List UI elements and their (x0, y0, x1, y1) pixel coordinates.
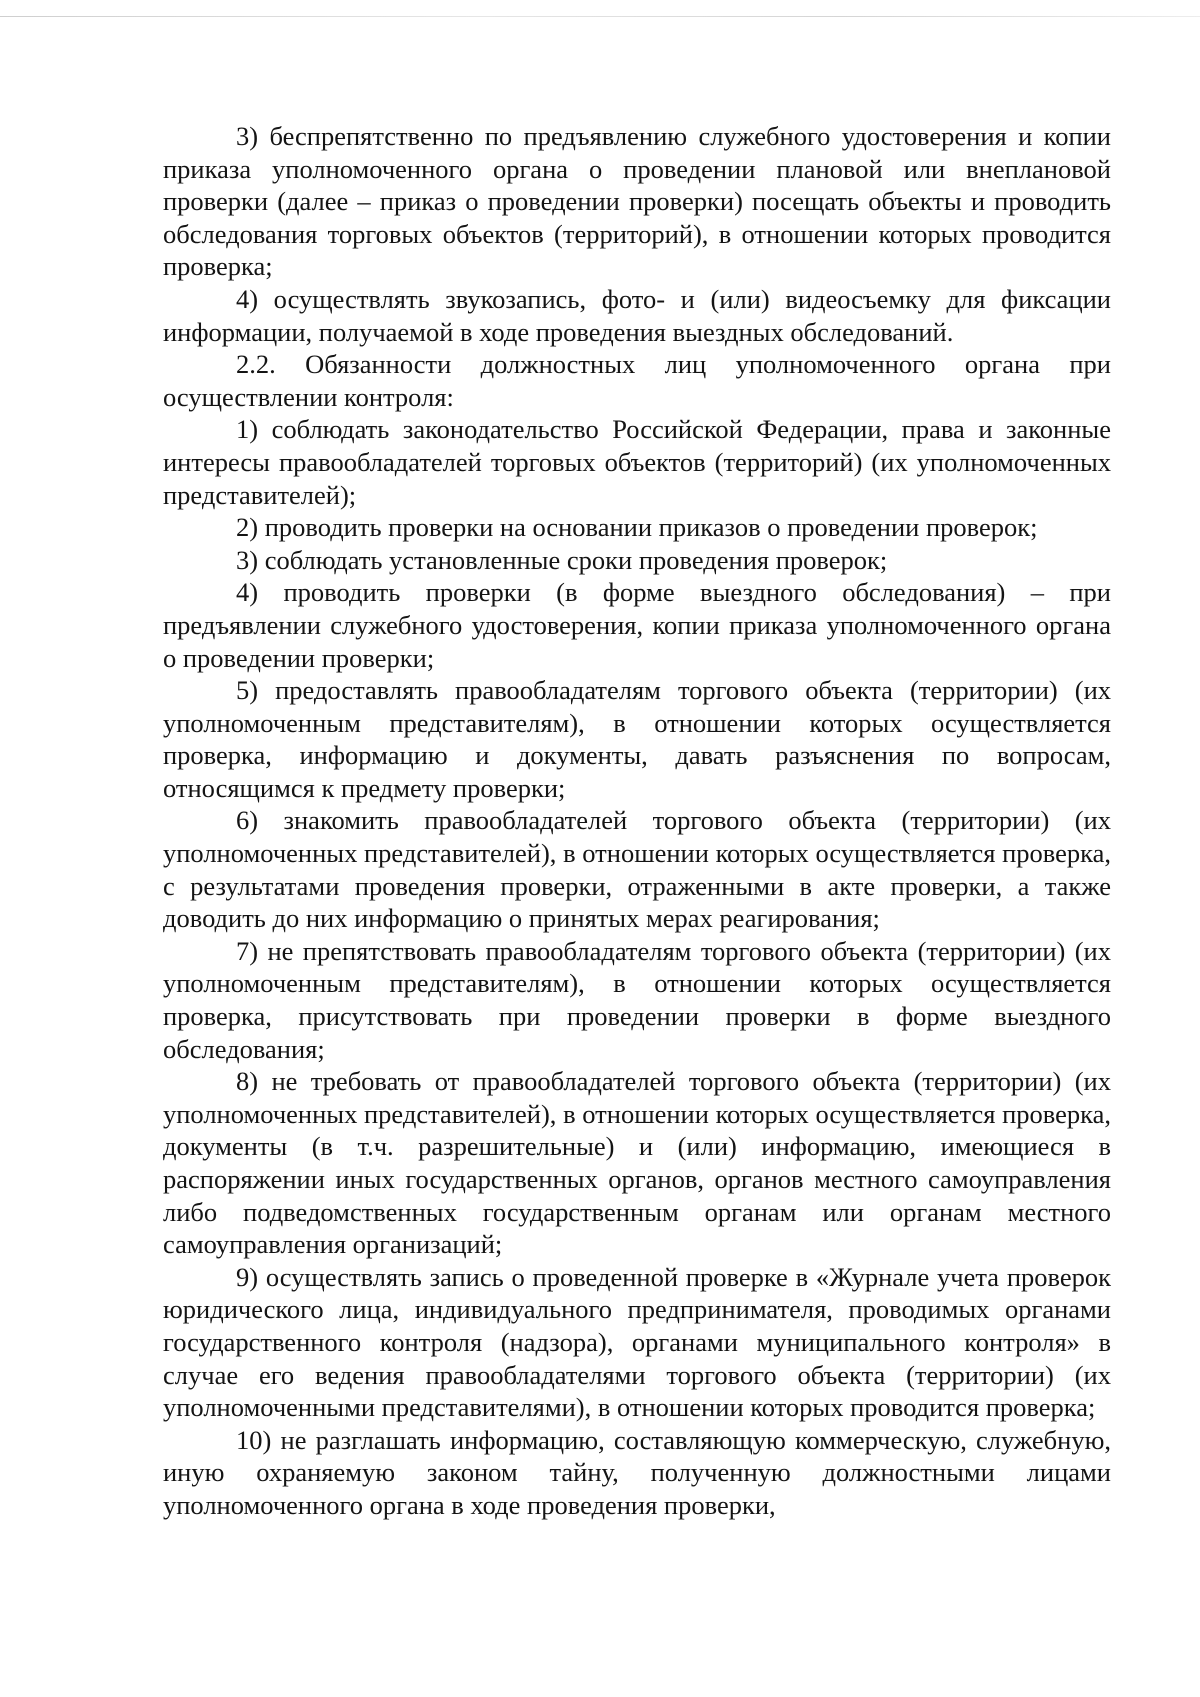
paragraph-duty-7: 7) не препятствовать правообладателям торгового объекта (территории) (их уполномоченным представителям), в отношении которых осуществляется проверка, присутствовать при проведении проверки в форме выездного обследования; (163, 935, 1111, 1064)
document-page (163, 120, 1111, 1522)
paragraph-duty-9: 9) осуществлять запись о проведенной проверке в «Журнале учета проверок юридического лица, индивидуального предпринимателя, проводимых органами государственного контроля (надзора), органами муниципального контроля» в случае его ведения правообладателями торгового объекта (территории) (их уполномоченными представителями), в отношении которых проводится проверка; (163, 1261, 1111, 1423)
paragraph-duty-6: 6) знакомить правообладателей торгового объекта (территории) (их уполномоченных представителей), в отношении которых осуществляется проверка, с результатами проведения проверки, отраженными в акте проверки, а также доводить до них информацию о принятых мерах реагирования; (163, 805, 1111, 934)
paragraph-duty-5: 5) предоставлять правообладателям торгового объекта (территории) (их уполномоченным представителям), в отношении которых осуществляется проверка, информацию и документы, давать разъяснения по вопросам, относящимся к предмету проверки; (163, 675, 1111, 803)
paragraph-duty-3: 3) соблюдать установленные сроки проведения проверок; (236, 544, 888, 575)
paragraph-item-4-rights: 4) осуществлять звукозапись, фото- и (или) видеосъемку для фиксации информации, получаемой в ходе проведения выездных обследований. (163, 283, 1111, 347)
scan-edge-line (0, 16, 1200, 17)
paragraph-duty-2: 2) проводить проверки на основании приказов о проведении проверок; (236, 512, 1038, 543)
paragraph-section-2-2-heading: 2.2. Обязанности должностных лиц уполномоченного органа при осуществлении контроля: (163, 349, 1111, 412)
paragraph-duty-1: 1) соблюдать законодательство Российской Федерации, права и законные интересы правообладателей торговых объектов (территорий) (их уполномоченных представителей); (163, 414, 1111, 510)
paragraph-duty-4: 4) проводить проверки (в форме выездного обследования) – при предъявлении служебного удостоверения, копии приказа уполномоченного органа о проведении проверки; (163, 577, 1111, 673)
paragraph-duty-8: 8) не требовать от правообладателей торгового объекта (территории) (их уполномоченных представителей), в отношении которых осуществляется проверка, документы (в т.ч. разрешительные) и (или) информацию, имеющиеся в распоряжении иных государственных органов, органов местного самоуправления либо подведомственных государственным органам или органам местного самоуправления организаций; (163, 1066, 1111, 1260)
paragraph-duty-10: 10) не разглашать информацию, составляющую коммерческую, служебную, иную охраняемую законом тайну, полученную должностными лицами уполномоченного органа в ходе проведения проверки, (163, 1424, 1111, 1520)
paragraph-item-3-rights: 3) беспрепятственно по предъявлению служебного удостоверения и копии приказа уполномоченного органа о проведении плановой или внеплановой проверки (далее – приказ о проведении проверки) посещать объекты и проводить обследования торговых объектов (территорий), в отношении которых проводится проверка; (163, 121, 1111, 282)
